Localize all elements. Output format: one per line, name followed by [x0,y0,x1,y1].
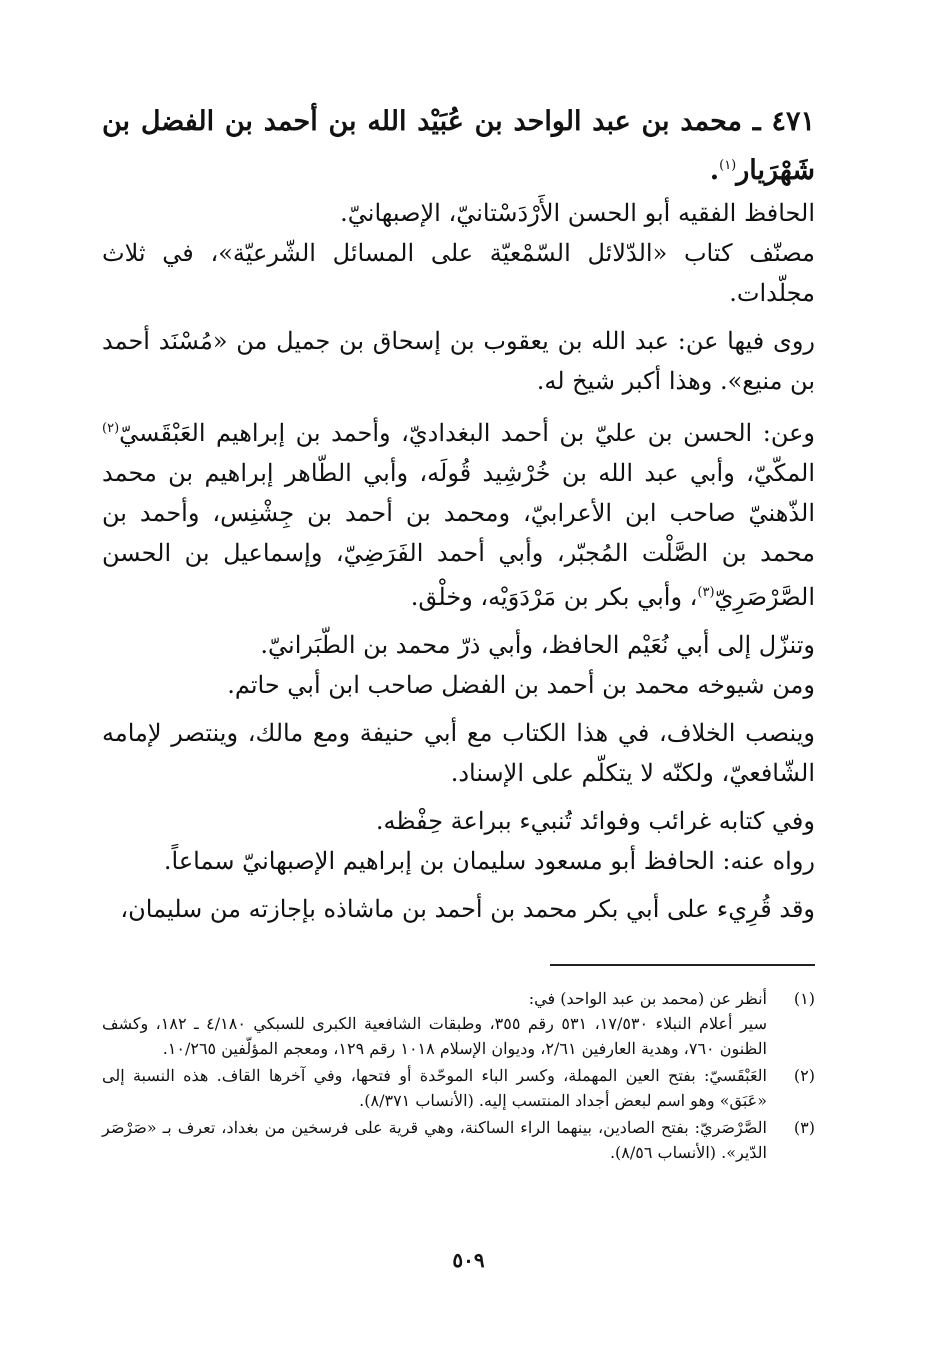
paragraph-khilaf: وينصب الخلاف، في هذا الكتاب مع أبي حنيفة ومع مالك، وينتصر لإمامه الشّافعيّ، ولكنّه لا يتكلّم على الإسناد. [102,719,816,787]
paragraph-reading: وقد قُرِيء على أبي بكر محمد بن أحمد بن ماشاذه بإجازته من سليمان، [120,895,815,923]
entry-heading: ٤٧١ ـ محمد بن عبد الواحد بن عُبَيْد الله بن أحمد بن الفضل بن شَهْرَيار$^{(١)}$. [102,106,815,186]
teachers-text-a: وعن: الحسن بن عليّ بن أحمد البغداديّ، وأحمد بن إبراهيم العَبْقَسيّ [119,419,815,447]
paragraph-shuyukh: ومن شيوخه محمد بن أحمد بن الفضل صاحب ابن أبي حاتم. [227,671,815,699]
teachers-text-b: المكّيّ، وأبي عبد الله بن خُرْشِيد قُولَه، وأبي الطّاهر إبراهيم بن محمد الذّهنيّ صاحب ابن الأعرابيّ، ومحمد بن أحمد بن جِشْنِس، وأحمد بن محمد بن الصَّلْت المُجبّر، وأبي أحمد الفَرَضِيّ، وإسماعيل بن الحسن الصَّرْصَرِيّ [102,459,815,611]
footnote-divider [550,964,815,966]
paragraph-teachers [102,409,815,617]
paragraph-narration: روى فيها عن: عبد الله بن يعقوب بن إسحاق بن جميل من «مُسْنَد أحمد بن منيع». وهذا أكبر شيخ له. [102,327,815,395]
paragraph-work: مصنّف كتاب «الدّلائل السّمْعيّة على المسائل الشّرعيّة»، في ثلاث مجلّدات. [102,239,815,307]
footnote-number: (١) [793,989,815,1008]
footnote-number: (٢) [793,1066,815,1085]
footnote-2 [102,1063,815,1113]
footnote-number: (٣) [793,1118,815,1137]
paragraph-gharaib: وفي كتابه غرائب وفوائد تُنبيء ببراعة حِفْظه. [375,807,815,835]
footnote-ref-3: (٣) [697,585,715,600]
paragraph-descent: وتنزّل إلى أبي نُعَيْم الحافظ، وأبي ذرّ محمد بن الطّبَرانيّ. [260,631,815,659]
paragraph-transmitter: رواه عنه: الحافظ أبو مسعود سليمان بن إبراهيم الإصبهانيّ سماعاً. [163,847,815,875]
footnote-ref-1: (١) [719,158,737,173]
footnote-1 [102,986,815,1061]
footnote-text [102,1115,767,1165]
page-number: ٥٠٩ [452,1248,485,1272]
footnote-3 [102,1115,815,1165]
footnote-text [102,986,767,1061]
footnote-line: أنظر عن (محمد بن عبد الواحد) في: [528,989,767,1008]
footnote-line: سير أعلام النبلاء ١٧/٥٣٠، ٥٣١ رقم ٣٥٥، وطبقات الشافعية الكبرى للسبكي ٤/١٨٠ ـ ١٨٢، وكشف الظنون ٧٦٠، وهدية العارفين ٢/٦١، وديوان الإسلام ١٠١٨ رقم ١٢٩، ومعجم المؤلّفين ١٠/٢٦٥. [102,1014,767,1058]
entry-heading-text: ٤٧١ ـ محمد بن عبد الواحد بن عُبَيْد الله بن أحمد بن الفضل بن شَهْرَيار [102,106,815,186]
paragraph-nisba: الحافظ الفقيه أبو الحسن الأَرْدَسْتانيّ، الإصبهانيّ. [340,199,815,227]
footnote-ref-2: (٢) [102,421,120,436]
footnote-line: الصَّرْصَريّ: بفتح الصادين، بينهما الراء الساكنة، وهي قرية على فرسخين من بغداد، تعرف بـ «صَرْصَر الدّير». (الأنساب ٨/٥٦). [102,1118,767,1162]
footnote-line: العَبْقَسيّ: بفتح العين المهملة، وكسر الباء الموحّدة أو فتحها، وفي آخرها القاف. هذه النسبة إلى «عَبَق» وهو اسم لبعض أجداد المنتسب إليه. (الأنساب ٨/٣٧١). [102,1066,768,1110]
footnote-text [102,1063,767,1113]
teachers-text-c: ، وأبي بكر بن مَرْدَوَيْه، وخلْق. [410,583,698,611]
footnotes-section [102,986,815,1167]
